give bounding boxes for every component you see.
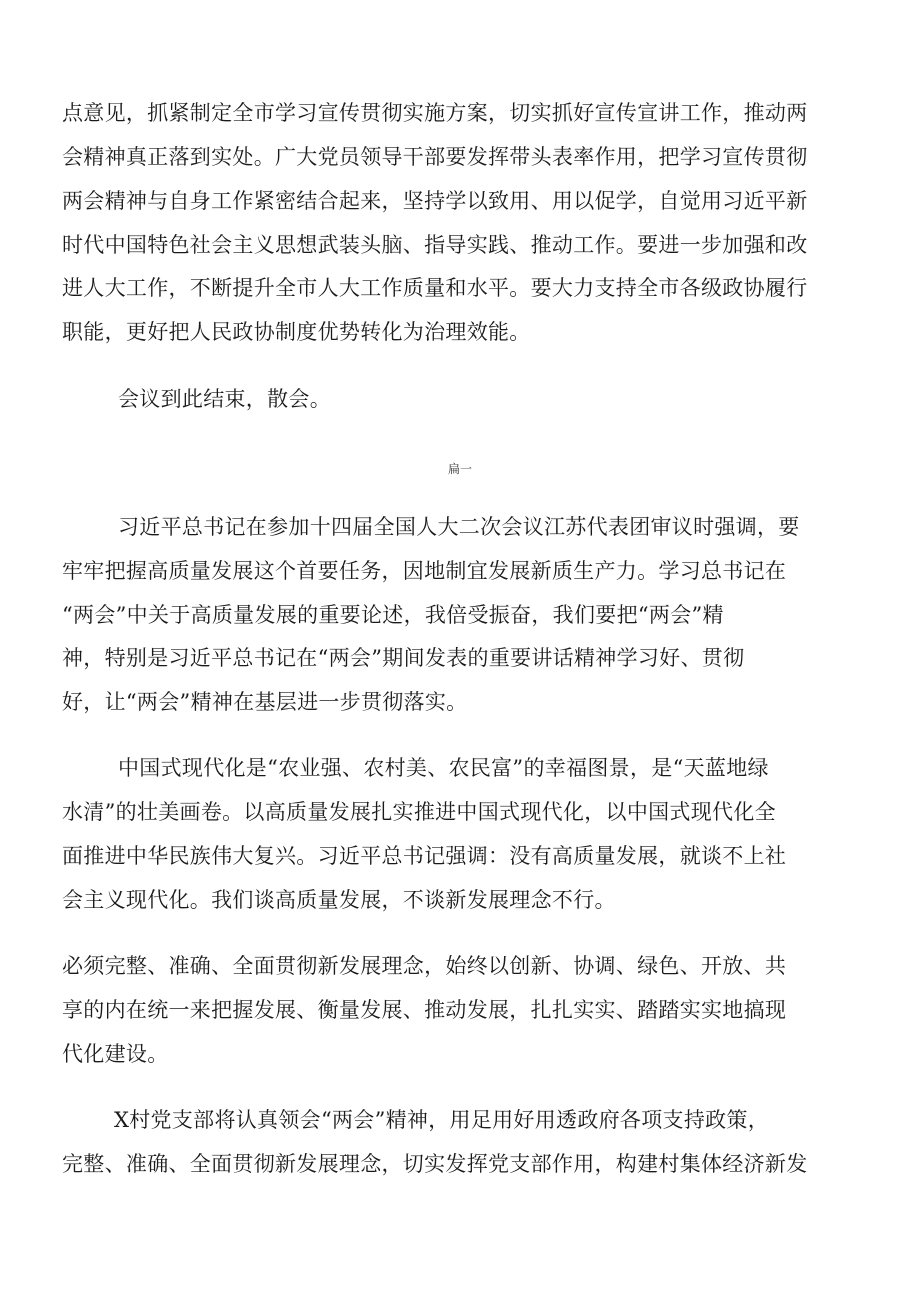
paragraph-6-line-1: X村党支部将认真领会“两会”精神，用足用好用透政府各项支持政策， xyxy=(114,1108,770,1132)
paragraph-3-line-3: “两会”中关于高质量发展的重要论述，我倍受振奋，我们要把“两会”精 xyxy=(62,603,724,627)
paragraph-5-line-1: 必须完整、准确、全面贯彻新发展理念，始终以创新、协调、绿色、开放、共 xyxy=(62,954,787,978)
paragraph-2-line-1: 会议到此结束，散会。 xyxy=(118,387,331,411)
paragraph-1-line-6: 职能，更好把人民政协制度优势转化为治理效能。 xyxy=(62,320,531,344)
paragraph-1-line-4: 时代中国特色社会主义思想武装头脑、指导实践、推动工作。要进一步加强和改 xyxy=(62,233,808,257)
paragraph-3-line-1: 习近平总书记在参加十四届全国人大二次会议江苏代表团审议时强调，要 xyxy=(118,515,800,539)
paragraph-6-line-2: 完整、准确、全面贯彻新发展理念，切实发挥党支部作用，构建村集体经济新发 xyxy=(62,1152,808,1176)
paragraph-4-line-4: 会主义现代化。我们谈高质量发展，不谈新发展理念不行。 xyxy=(62,888,616,912)
paragraph-5-line-2: 享的内在统一来把握发展、衡量发展、推动发展，扎扎实实、踏踏实实地搞现 xyxy=(62,998,787,1022)
section-heading: 扁一 xyxy=(447,462,472,476)
paragraph-1-line-3: 两会精神与自身工作紧密结合起来，坚持学以致用、用以促学，自觉用习近平新 xyxy=(62,189,808,213)
paragraph-5-line-3: 代化建设。 xyxy=(62,1042,169,1066)
paragraph-3-line-2: 牢牢把握高质量发展这个首要任务，因地制宜发展新质生产力。学习总书记在 xyxy=(62,559,787,583)
paragraph-1-line-1: 点意见，抓紧制定全市学习宣传贯彻实施方案，切实抓好宣传宣讲工作，推动两 xyxy=(62,101,808,125)
paragraph-4-line-1: 中国式现代化是“农业强、农村美、农民富”的幸福图景，是“天蓝地绿 xyxy=(118,756,769,780)
paragraph-4-line-3: 面推进中华民族伟大复兴。习近平总书记强调：没有高质量发展，就谈不上社 xyxy=(62,844,787,868)
paragraph-3-line-5: 好，让“两会”精神在基层进一步贯彻落实。 xyxy=(62,690,468,714)
paragraph-1-line-2: 会精神真正落到实处。广大党员领导干部要发挥带头表率作用，把学习宣传贯彻 xyxy=(62,145,808,169)
paragraph-3-line-4: 神，特别是习近平总书记在“两会”期间发表的重要讲话精神学习好、贯彻 xyxy=(62,646,745,670)
paragraph-4-line-2: 水清”的壮美画卷。以高质量发展扎实推进中国式现代化，以中国式现代化全 xyxy=(62,800,776,824)
paragraph-1-line-5: 进人大工作，不断提升全市人大工作质量和水平。要大力支持全市各级政协履行 xyxy=(62,276,808,300)
